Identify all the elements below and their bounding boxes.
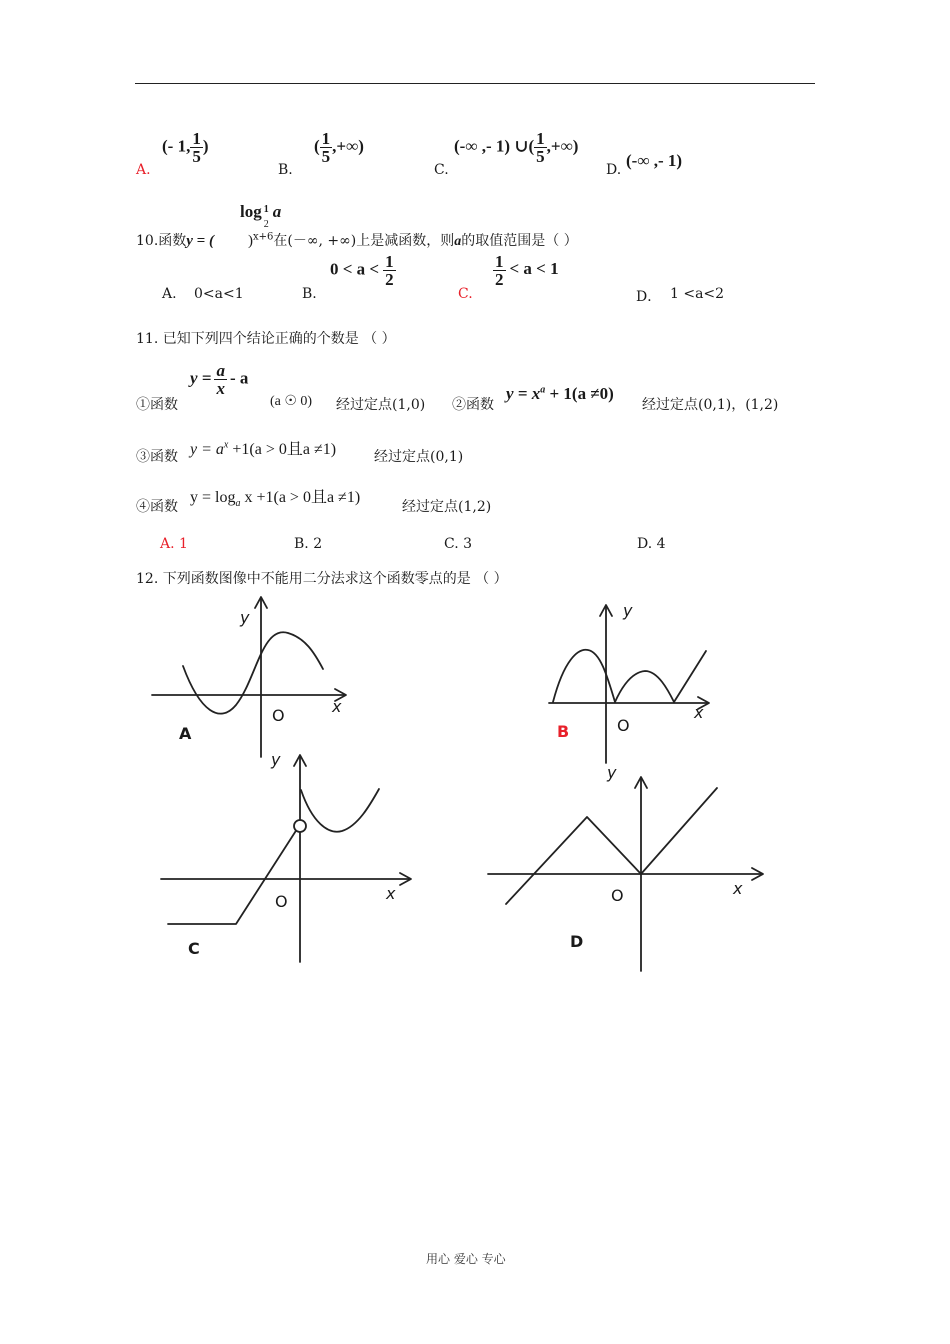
q11-stem: 11. 已知下列四个结论正确的个数是 （ ）	[136, 331, 396, 347]
q10-b-den: 2	[385, 270, 394, 289]
q10-log-arg: a	[272, 202, 282, 221]
q9-option-a-letter: A.	[136, 162, 151, 178]
q11-s1-num: a	[216, 361, 225, 380]
q9-a-right: )	[202, 136, 209, 156]
q11-s4-base: y = log	[190, 489, 236, 506]
q10-y-eq: y = (	[186, 233, 214, 249]
q9-a-den: 5	[192, 147, 201, 166]
q11-s3-base: y = a	[190, 441, 224, 458]
q11-s2-marker: ②函数	[452, 397, 494, 413]
q11-option-d: D. 4	[637, 536, 666, 552]
q9-b-den: 5	[321, 147, 331, 166]
q10-suffix-1: 在(－∞, +∞)上是减函数，则	[273, 233, 455, 249]
q9-option-d-letter: D.	[606, 162, 622, 178]
q10-log-base-den: 2	[263, 219, 269, 230]
graph-b-x-label: x	[694, 703, 704, 722]
graph-c-y-label: y	[271, 750, 281, 769]
q11-s3-marker: ③函数	[136, 449, 178, 465]
q9-option-c-letter: C.	[434, 162, 449, 178]
q10-log-base-num: 1	[263, 204, 269, 215]
q11-s2-passes: 经过定点(0,1)，(1,2)	[642, 397, 779, 413]
graph-d-label: D	[570, 932, 584, 951]
graph-d	[488, 777, 763, 971]
graph-c-x-label: x	[386, 884, 396, 903]
q9-c-num: 1	[536, 129, 545, 148]
q9-a-left: (- 1,	[162, 136, 191, 156]
q12-stem: 12. 下列函数图像中不能用二分法求这个函数零点的是 （ ）	[136, 571, 508, 587]
q10-option-d-text: 1 <a<2	[670, 286, 725, 302]
graph-b-rising-line	[674, 651, 706, 702]
q9-b-right: ,+∞)	[332, 136, 364, 156]
graph-a-label: A	[179, 724, 192, 743]
q10-option-a-text: 0<a<1	[194, 286, 244, 302]
q9-a-num: 1	[192, 129, 201, 148]
q10-suffix-2: 的取值范围是（ ）	[461, 233, 578, 249]
q11-s4-marker: ④函数	[136, 499, 178, 515]
graph-a-x-label: x	[332, 697, 342, 716]
q11-s1-marker: ①函数	[136, 397, 178, 413]
q11-option-b: B. 2	[294, 536, 323, 552]
graph-b-hump-right	[615, 671, 674, 702]
graph-c-open-dot	[294, 820, 306, 832]
graph-c-curve	[301, 789, 379, 832]
q10-b-left: 0 < a <	[330, 259, 380, 279]
graph-b-origin-label: O	[617, 716, 630, 735]
page-footer: 用心 爱心 专心	[426, 1252, 506, 1266]
graph-c-label: C	[188, 939, 200, 958]
q10-c-right: < a < 1	[509, 259, 559, 279]
q9-option-b-letter: B.	[278, 162, 293, 178]
q9-b-left: (	[314, 136, 320, 156]
q10-option-a-letter: A.	[162, 286, 177, 302]
q10-c-den: 2	[495, 270, 504, 289]
q10-c-num: 1	[495, 252, 504, 271]
q9-c-right: ,+∞)	[546, 136, 579, 156]
q11-option-c: C. 3	[444, 536, 473, 552]
q10-option-c-letter: C.	[458, 286, 473, 302]
q11-s3-passes: 经过定点(0,1)	[374, 449, 464, 465]
q11-option-a: A. 1	[160, 536, 188, 552]
q9-c-left: (-∞ ,- 1) ∪(	[454, 136, 535, 156]
q10-prefix: 10.函数	[136, 233, 187, 249]
graph-d-y-label: y	[607, 763, 617, 782]
q10-option-b-letter: B.	[302, 286, 317, 302]
graph-a-origin-label: O	[272, 706, 285, 725]
q11-s1-passes: 经过定点(1,0)	[336, 397, 426, 413]
q11-s1-y-eq: y =	[190, 368, 212, 388]
graph-d-x-label: x	[733, 879, 743, 898]
q11-s2-tail: + 1(a ≠0)	[545, 384, 614, 403]
q11-s1-den: x	[216, 379, 225, 398]
graph-a-curve	[183, 632, 323, 713]
q9-b-num: 1	[321, 129, 331, 148]
q11-s1-cond: (a ☉ 0)	[270, 394, 313, 409]
graph-a-y-label: y	[240, 608, 250, 627]
graph-b-y-label: y	[623, 601, 633, 620]
q11-s2-base: y = x	[506, 384, 541, 403]
graph-c	[161, 755, 411, 962]
q11-s4-passes: 经过定点(1,2)	[402, 499, 492, 515]
q10-b-num: 1	[385, 252, 394, 271]
q10-var-a: a	[454, 234, 462, 249]
graph-d-origin-label: O	[611, 886, 624, 905]
graph-b	[549, 605, 709, 763]
q11-s4-tail: x +1(a > 0且a ≠1)	[240, 489, 361, 506]
graph-b-label: B	[557, 722, 570, 741]
q10-option-d-letter: D．	[636, 289, 662, 305]
q10-log-word: log	[240, 202, 262, 221]
q10-close-paren: )	[247, 233, 253, 249]
q11-s4-sub: a	[235, 498, 241, 510]
q9-option-d-expr: (-∞ ,- 1)	[626, 151, 683, 170]
q11-s1-tail: - a	[229, 368, 249, 388]
q11-s3-exp: x	[223, 439, 229, 451]
q9-c-den: 5	[536, 147, 545, 166]
q11-s3-tail: +1(a > 0且a ≠1)	[228, 441, 337, 458]
q11-s2-exp: a	[540, 384, 546, 396]
graph-c-origin-label: O	[275, 892, 288, 911]
q10-exp-rest: x+6	[252, 231, 274, 243]
